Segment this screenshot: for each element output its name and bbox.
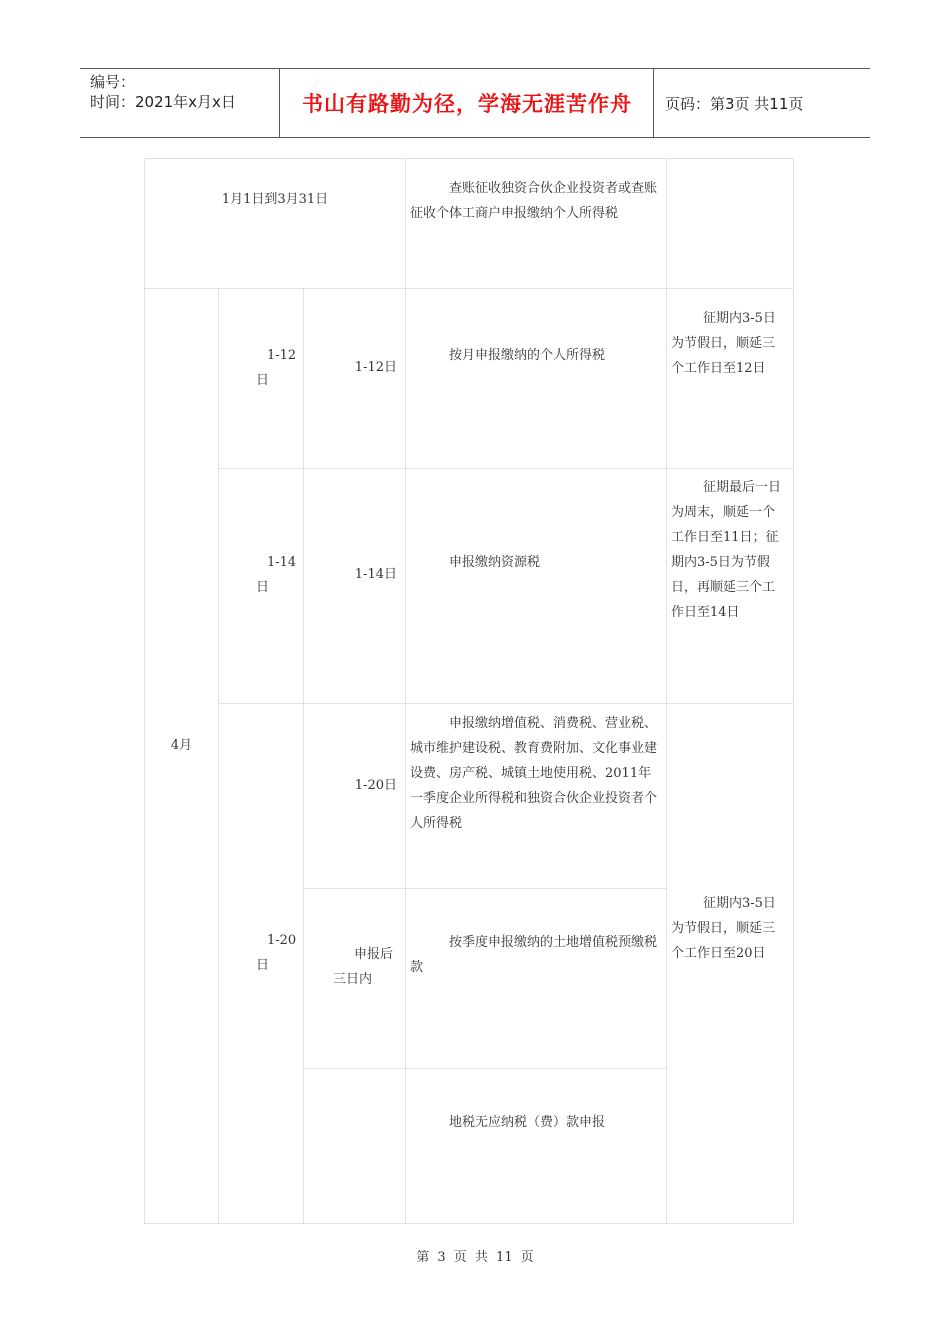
r3-note-text: 征期内3-5日为节假日，顺延三个工作日至20日 bbox=[671, 896, 776, 961]
r3b-desc-text: 按季度申报缴纳的土地增值税预缴税款 bbox=[410, 935, 658, 975]
r3a-deadline-text: 1-20日 bbox=[354, 778, 397, 793]
r1-note-text: 征期内3-5日为节假日，顺延三个工作日至12日 bbox=[671, 311, 776, 376]
r3b-desc-cell bbox=[405, 888, 667, 1069]
page-footer: 第 3 页 共 11 页 bbox=[416, 1250, 534, 1265]
r3-note-cell bbox=[666, 703, 794, 1224]
r1-note-cell bbox=[666, 288, 794, 469]
r1-deadline-text: 1-12日 bbox=[354, 360, 397, 375]
r1-desc-cell bbox=[405, 288, 667, 469]
r3a-desc-text: 申报缴纳增值税、消费税、营业税、城市维护建设税、教育费附加、文化事业建设费、房产税、城镇土地使用税、2011年一季度企业所得税和独资合伙企业投资者个人所得税 bbox=[410, 716, 658, 831]
row0-desc-text: 查账征收独资合伙企业投资者或查账征收个体工商户申报缴纳个人所得税 bbox=[410, 181, 658, 221]
r3a-deadline-cell bbox=[303, 703, 406, 889]
r3-range-cell bbox=[218, 703, 304, 1224]
r2-desc-cell bbox=[405, 468, 667, 704]
r3b-deadline-line2: 三日内 bbox=[333, 972, 373, 987]
header-meta bbox=[80, 69, 280, 137]
r3c-desc-cell bbox=[405, 1068, 667, 1224]
row0-period-cell bbox=[144, 158, 406, 289]
r1-range-line2: 日 bbox=[256, 373, 270, 388]
r2-deadline-cell bbox=[303, 468, 406, 704]
r2-desc-text: 申报缴纳资源税 bbox=[449, 555, 541, 570]
month-cell bbox=[144, 288, 219, 1224]
row0-note-cell bbox=[666, 158, 794, 289]
r2-range-cell bbox=[218, 468, 304, 704]
header-motto: 书山有路勤为径，学海无涯苦作舟 bbox=[281, 69, 654, 137]
r2-note-text: 征期最后一日为周末，顺延一个工作日至11日；征期内3-5日为节假日，再顺延三个工作日至14日 bbox=[671, 480, 782, 620]
r3b-deadline-line1: 申报后 bbox=[354, 947, 394, 962]
r3-range-line1: 1-20 bbox=[267, 933, 297, 948]
r3c-desc-text: 地税无应纳税（费）款申报 bbox=[449, 1115, 606, 1130]
page-header bbox=[80, 68, 870, 138]
row0-period-text: 1月1日到3月31日 bbox=[221, 192, 329, 207]
r3b-deadline-cell bbox=[303, 888, 406, 1069]
r2-deadline-text: 1-14日 bbox=[354, 567, 397, 582]
r1-range-cell bbox=[218, 288, 304, 469]
r1-desc-text: 按月申报缴纳的个人所得税 bbox=[449, 348, 606, 363]
r3c-deadline-cell bbox=[303, 1068, 406, 1224]
r2-range-line1: 1-14 bbox=[267, 555, 297, 570]
r1-range-line1: 1-12 bbox=[267, 348, 297, 363]
document-number-label: 编号： bbox=[90, 73, 136, 91]
header-page-label: 页码：第3页 共11页 bbox=[665, 94, 804, 113]
r2-note-cell bbox=[666, 468, 794, 704]
document-time-label: 时间：2021年x月x日 bbox=[90, 93, 236, 111]
r1-deadline-cell bbox=[303, 288, 406, 469]
r3a-desc-cell bbox=[405, 703, 667, 889]
row0-desc-cell bbox=[405, 158, 667, 289]
r2-range-line2: 日 bbox=[256, 580, 270, 595]
r3-range-line2: 日 bbox=[256, 958, 270, 973]
month-text: 4月 bbox=[170, 738, 193, 753]
